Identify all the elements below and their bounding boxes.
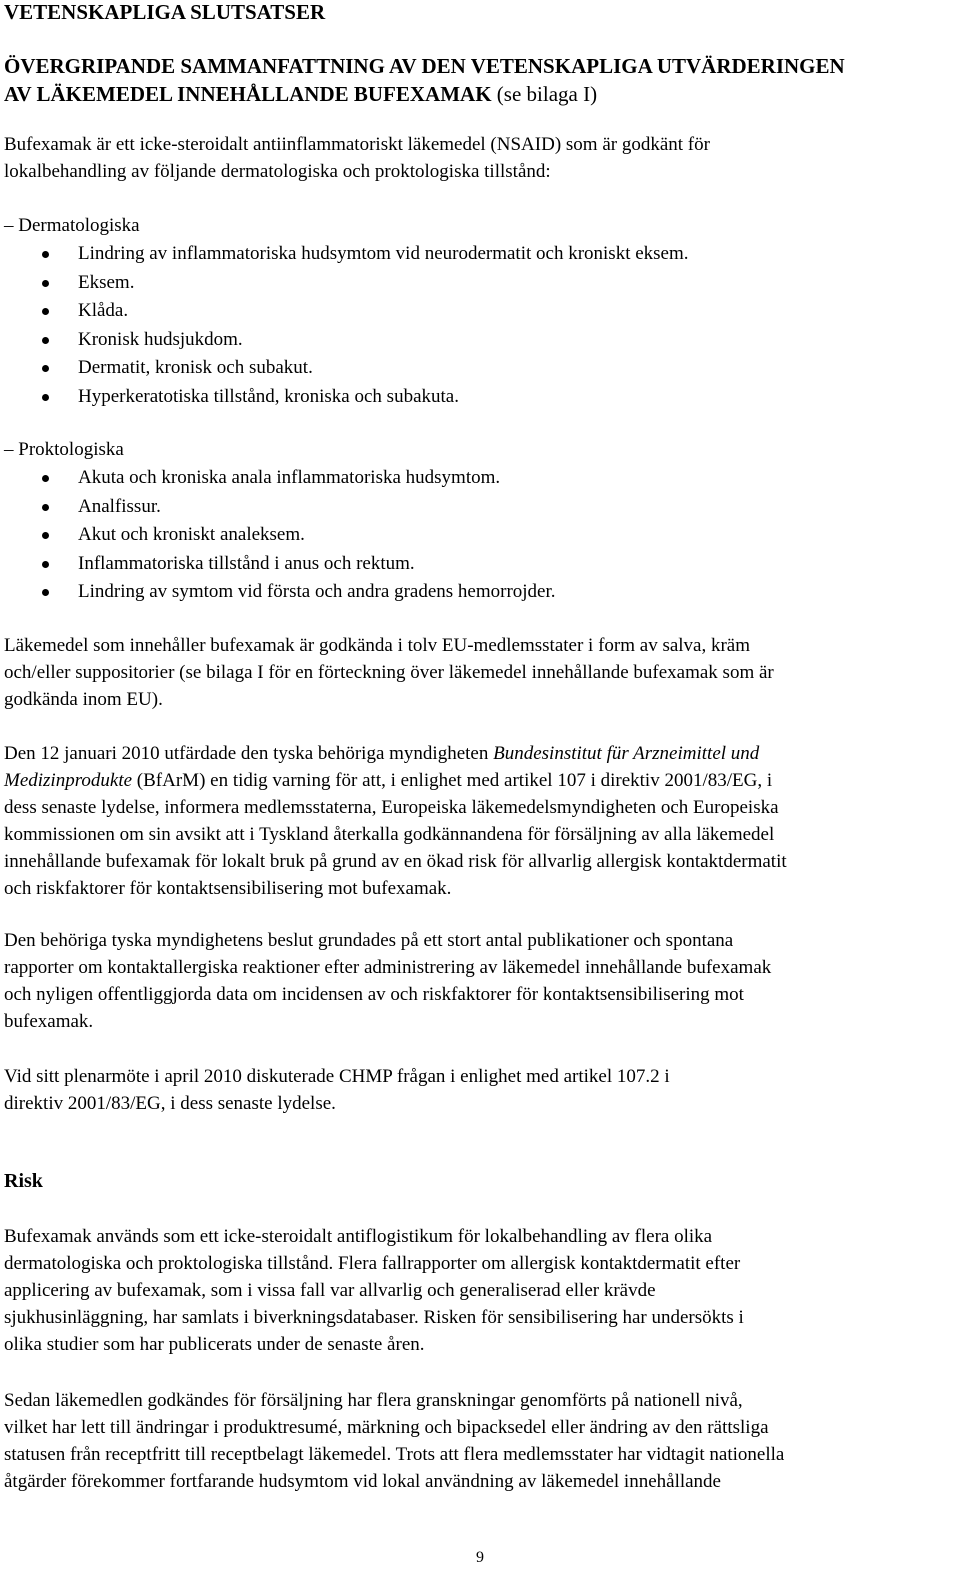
paragraph-line: dermatologiska och proktologiska tillstånd. Flera fallrapporter om allergisk kontaktdermatit efter (4, 1253, 741, 1274)
paragraph-chmp (4, 1063, 958, 1117)
bullet-icon (42, 475, 49, 482)
paragraph-line: och/eller suppositorier (se bilaga I för en förteckning över läkemedel innehållande bufexamak som är (4, 662, 774, 683)
subheading-line-2-rest: (se bilaga I) (491, 82, 598, 106)
bullet-icon (42, 308, 49, 315)
bullet-icon (42, 532, 49, 539)
institution-name: Medizinprodukte (4, 770, 133, 791)
intro-line: Bufexamak är ett icke-steroidalt antiinflammatoriskt läkemedel (NSAID) som är godkänt för (4, 134, 710, 155)
paragraph-line: sjukhusinläggning, har samlats i biverkningsdatabaser. Risken för sensibilisering har undersökts i (4, 1307, 744, 1328)
paragraph-line: åtgärder förekommer fortfarande hudsymtom vid lokal användning av läkemedel innehållande (4, 1471, 721, 1492)
paragraph-line: Sedan läkemedlen godkändes för försäljning har flera granskningar genomförts på nationell nivå, (4, 1390, 743, 1411)
paragraph-line: Den behöriga tyska myndighetens beslut grundades på ett stort antal publikationer och spontana (4, 930, 734, 951)
paragraph-risk (4, 1223, 958, 1358)
intro-paragraph (4, 131, 958, 185)
paragraph-line: vilket har lett till ändringar i produktresumé, märkning och bipacksedel eller ändring av den rättsliga (4, 1417, 769, 1438)
paragraph-line: godkända inom EU). (4, 689, 163, 710)
paragraph-line: Bufexamak används som ett icke-steroidalt antiflogistikum för lokalbehandling av flera olika (4, 1226, 713, 1247)
dermatological-heading: – Dermatologiska (4, 215, 140, 236)
paragraph-line: olika studier som har publicerats under de senaste åren. (4, 1334, 425, 1355)
paragraph-line: Vid sitt plenarmöte i april 2010 diskuterade CHMP frågan i enlighet med artikel 107.2 i (4, 1066, 670, 1087)
bullet-icon (42, 589, 49, 596)
paragraph-line: kommissionen om sin avsikt att i Tyskland återkalla godkännandena för försäljning av alla läkemedel (4, 824, 775, 845)
bullet-icon (42, 504, 49, 511)
paragraph-line: dess senaste lydelse, informera medlemsstaterna, Europeiska läkemedelsmyndigheten och Europeiska (4, 797, 779, 818)
list-item: Lindring av inflammatoriska hudsymtom vid neurodermatit och kroniskt eksem. (4, 240, 689, 269)
subheading-line-2-bold: AV LÄKEMEDEL INNEHÅLLANDE BUFEXAMAK (4, 82, 492, 106)
bullet-icon (42, 561, 49, 568)
risk-heading: Risk (4, 1170, 43, 1192)
paragraph-decision (4, 927, 958, 1035)
subheading-line-2 (4, 80, 958, 108)
proctological-list (4, 464, 556, 607)
paragraph-line: bufexamak. (4, 1011, 94, 1032)
subheading-line-1: ÖVERGRIPANDE SAMMANFATTNING AV DEN VETENSKAPLIGA UTVÄRDERINGEN (4, 54, 845, 78)
bullet-icon (42, 365, 49, 372)
bullet-icon (42, 280, 49, 287)
dermatological-list (4, 240, 689, 411)
list-item: Akut och kroniskt analeksem. (4, 521, 556, 550)
paragraph-bfarm (4, 740, 958, 902)
list-item: Kronisk hudsjukdom. (4, 326, 689, 355)
paragraph-line: Den 12 januari 2010 utfärdade den tyska behöriga myndigheten Bundesinstitut für Arzneimittel und (4, 743, 760, 764)
list-item: Inflammatoriska tillstånd i anus och rektum. (4, 550, 556, 579)
institution-name: Bundesinstitut für Arzneimittel und (493, 743, 760, 764)
bullet-icon (42, 394, 49, 401)
paragraph-line: direktiv 2001/83/EG, i dess senaste lydelse. (4, 1093, 336, 1114)
paragraph-line: och riskfaktorer för kontaktsensibilisering mot bufexamak. (4, 878, 452, 899)
paragraph-line: innehållande bufexamak för lokalt bruk på grund av en ökad risk för allvarlig allergisk kontaktdermatit (4, 851, 787, 872)
list-item: Klåda. (4, 297, 689, 326)
intro-line: lokalbehandling av följande dermatologiska och proktologiska tillstånd: (4, 161, 551, 182)
list-item: Analfissur. (4, 493, 556, 522)
page-heading: VETENSKAPLIGA SLUTSATSER (4, 0, 326, 24)
list-item: Lindring av symtom vid första och andra gradens hemorrojder. (4, 578, 556, 607)
paragraph-line: Medizinprodukte (BfArM) en tidig varning för att, i enlighet med artikel 107 i direktiv 2001/83/EG, i (4, 770, 773, 791)
paragraph-reviews (4, 1387, 958, 1495)
list-item: Eksem. (4, 269, 689, 298)
paragraph-approval (4, 632, 958, 713)
proctological-heading: – Proktologiska (4, 439, 124, 460)
paragraph-line: statusen från receptfritt till receptbelagt läkemedel. Trots att flera medlemsstater har vidtagit nationella (4, 1444, 785, 1465)
bullet-icon (42, 337, 49, 344)
list-item: Hyperkeratotiska tillstånd, kroniska och subakuta. (4, 383, 689, 412)
section-subheading (4, 52, 958, 108)
paragraph-line: och nyligen offentliggjorda data om incidensen av och riskfaktorer för kontaktsensibilisering mot (4, 984, 744, 1005)
paragraph-line: Läkemedel som innehåller bufexamak är godkända i tolv EU-medlemsstater i form av salva, kräm (4, 635, 751, 656)
paragraph-line: rapporter om kontaktallergiska reaktioner efter administrering av läkemedel innehållande bufexamak (4, 957, 772, 978)
bullet-icon (42, 251, 49, 258)
page-number: 9 (476, 1549, 484, 1566)
list-item: Akuta och kroniska anala inflammatoriska hudsymtom. (4, 464, 556, 493)
list-item: Dermatit, kronisk och subakut. (4, 354, 689, 383)
paragraph-line: applicering av bufexamak, som i vissa fall var allvarlig och generaliserad eller krävde (4, 1280, 656, 1301)
